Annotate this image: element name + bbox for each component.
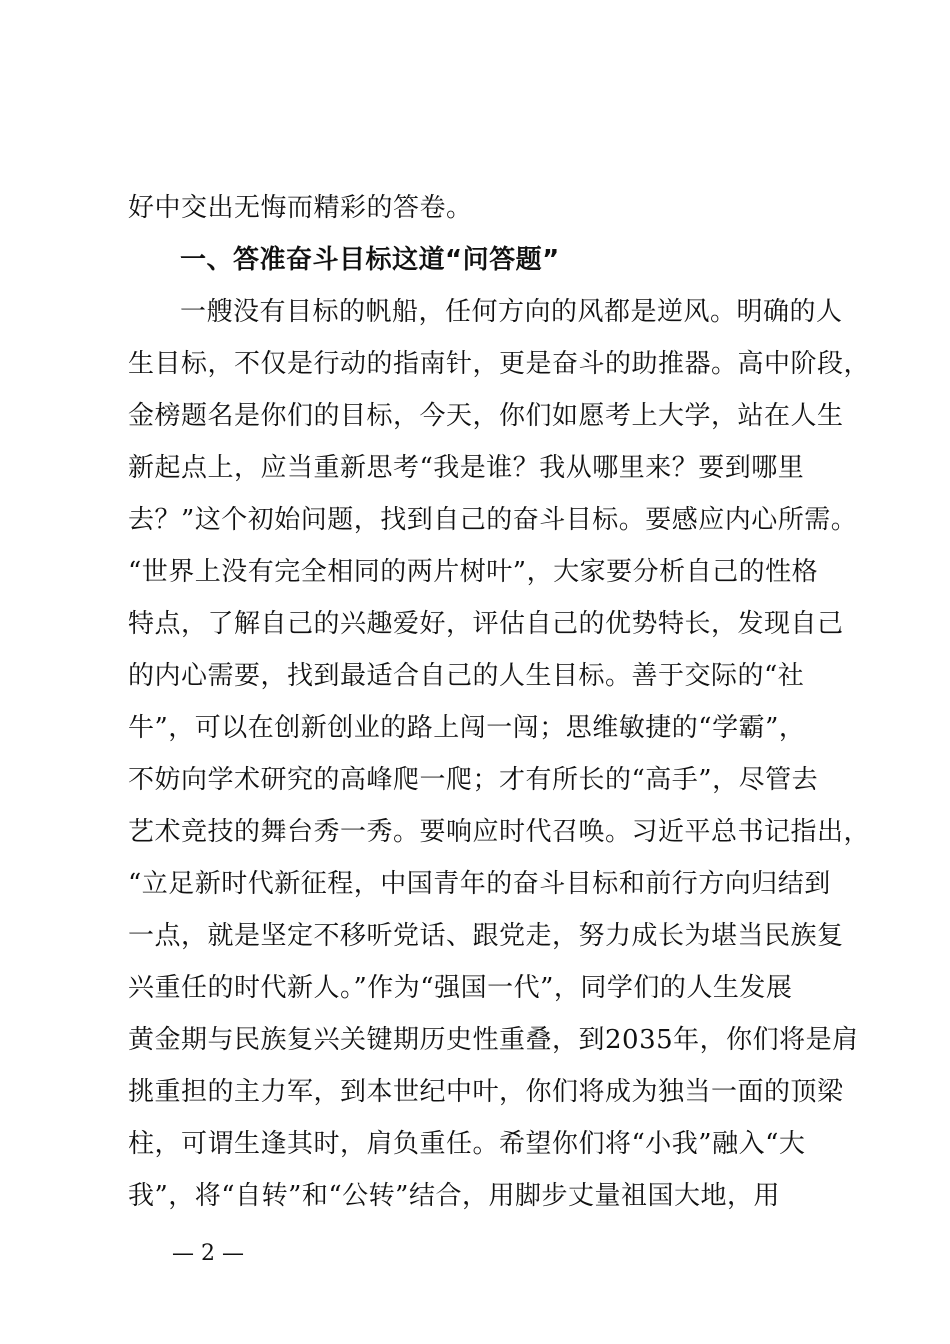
- body-line: “世界上没有完全相同的两片树叶”，大家要分析自己的性格: [128, 557, 819, 587]
- body-line: 金榜题名是你们的目标，今天，你们如愿考上大学，站在人生: [128, 401, 844, 431]
- body-line: 艺术竞技的舞台秀一秀。要响应时代召唤。习近平总书记指出，: [128, 817, 871, 847]
- body-line: 好中交出无悔而精彩的答卷。: [128, 193, 473, 223]
- body-line: 不妨向学术研究的高峰爬一爬；才有所长的“高手”，尽管去: [128, 765, 819, 795]
- body-line: 黄金期与民族复兴关键期历史性重叠，到2035年，你们将是肩: [128, 1025, 859, 1055]
- body-line: 牛”，可以在创新创业的路上闯一闯；思维敏捷的“学霸”，: [128, 713, 806, 743]
- body-line: 生目标，不仅是行动的指南针，更是奋斗的助推器。高中阶段，: [128, 349, 871, 379]
- body-line: 一点，就是坚定不移听党话、跟党走，努力成长为堪当民族复: [128, 921, 844, 951]
- page-number: — 2 —: [172, 1241, 244, 1266]
- body-line: 挑重担的主力军，到本世纪中叶，你们将成为独当一面的顶梁: [128, 1077, 844, 1107]
- section-heading: 一、答准奋斗目标这道“问答题”: [180, 245, 560, 275]
- body-line: 柱，可谓生逢其时，肩负重任。希望你们将“小我”融入“大: [128, 1129, 806, 1159]
- body-line: 去？”这个初始问题，找到自己的奋斗目标。要感应内心所需。: [128, 505, 858, 535]
- body-line: 我”，将“自转”和“公转”结合，用脚步丈量祖国大地，用: [128, 1181, 780, 1211]
- body-line: 兴重任的时代新人。”作为“强国一代”，同学们的人生发展: [128, 973, 793, 1003]
- body-line: 特点，了解自己的兴趣爱好，评估自己的优势特长，发现自己: [128, 609, 844, 639]
- body-line: 新起点上，应当重新思考“我是谁？我从哪里来？要到哪里: [128, 453, 805, 483]
- body-line: 一艘没有目标的帆船，任何方向的风都是逆风。明确的人: [180, 297, 843, 327]
- body-line: 的内心需要，找到最适合自己的人生目标。善于交际的“社: [128, 661, 805, 691]
- body-line: “立足新时代新征程，中国青年的奋斗目标和前行方向归结到: [128, 869, 831, 899]
